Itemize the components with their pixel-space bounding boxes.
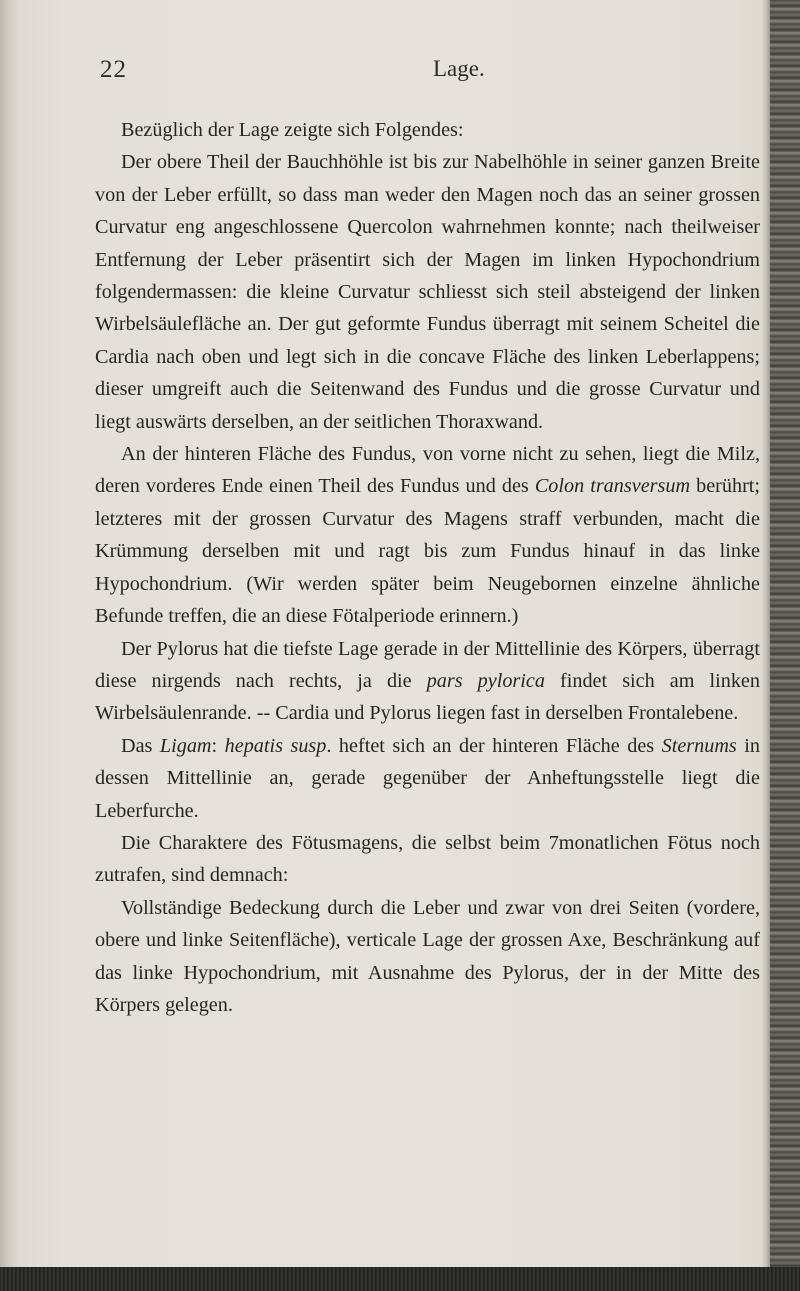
book-binding-edge <box>770 0 800 1291</box>
paragraph-6: Die Charaktere des Fötusmagens, die selbst beim 7monatlichen Fötus noch zutrafen, sind demnach: <box>95 831 760 887</box>
page-number: 22 <box>100 56 127 83</box>
paragraph-4-text-b: findet sich am linken Wirbelsäulenrande. -- Cardia und Pylorus liegen fast in derselben Frontalebene. <box>95 669 760 725</box>
paragraph-3 <box>95 438 760 632</box>
pars-pylorica-term: pars pylorica <box>426 669 545 692</box>
body-text <box>95 114 760 1021</box>
page-header <box>100 56 660 86</box>
scan-bottom-edge <box>0 1267 800 1291</box>
paragraph-3-text-b: berührt; letzteres mit der grossen Curvatur des Magens straff verbunden, macht die Krümmung derselben mit und ragt bis zum Fundus hinauf in das linke Hypochondrium. (Wir werden später beim Neugebornen einzelne ähnliche Befunde treffen, die an diese Fötalperiode erinnern.) <box>95 475 761 628</box>
page-left-edge <box>0 0 18 1291</box>
colon-transversum-term: Colon transversum <box>534 475 691 498</box>
running-title: Lage. <box>433 56 485 81</box>
paragraph-7: Vollständige Bedeckung durch die Leber und zwar von drei Seiten (vordere, obere und linke Seitenfläche), verticale Lage der grossen Axe, Beschränkung auf das linke Hypochondrium, mit Ausnahme des Pylorus, der in der Mitte des Körpers gelegen. <box>95 896 760 1016</box>
paragraph-5 <box>95 730 760 827</box>
paragraph-2: Der obere Theil der Bauchhöhle ist bis zur Nabelhöhle in seiner ganzen Breite von der Leber erfüllt, so dass man weder den Magen noch das an seiner grossen Curvatur eng angeschlossene Quercolon wahrnehmen konnte; nach theilweiser Entfernung der Leber präsentirt sich der Magen im linken Hypochondrium folgendermassen: die kleine Curvatur schliesst sich steil absteigend der linken Wirbelsäulefläche an. Der gut geformte Fundus überragt mit seinem Scheitel die Cardia nach oben und legt sich in die concave Fläche des linken Leberlappens; dieser umgreift auch die Seitenwand des Fundus und die grosse Curvatur und liegt auswärts derselben, an der seitlichen Thoraxwand. <box>95 151 760 433</box>
paragraph-4 <box>95 633 760 730</box>
paragraph-5-text-a: Das <box>121 734 160 757</box>
paragraph-5-text-c: . heftet sich an der hinteren Fläche des <box>326 734 662 757</box>
paragraph-3-text-a: An der hinteren Fläche des Fundus, von vorne nicht zu sehen, liegt die Milz, deren vorderes Ende einen Theil des Fundus und des <box>95 443 760 498</box>
paragraph-1: Bezüglich der Lage zeigte sich Folgendes: <box>121 119 464 141</box>
paragraph-4-text-a: Der Pylorus hat die tiefste Lage gerade in der Mittellinie des Körpers, überragt diese nirgends nach rechts, ja die <box>95 637 760 692</box>
page-gutter-shadow <box>760 0 770 1291</box>
paragraph-5-text-d: in dessen Mittellinie an, gerade gegenüber der Anheftungsstelle liegt die Leberfurche. <box>95 734 761 822</box>
sternums-term: Sternums <box>661 734 737 757</box>
hepatis-susp-term: hepatis susp <box>224 734 327 757</box>
ligam-term: Ligam <box>159 734 212 757</box>
paragraph-5-text-b: : <box>211 734 225 757</box>
